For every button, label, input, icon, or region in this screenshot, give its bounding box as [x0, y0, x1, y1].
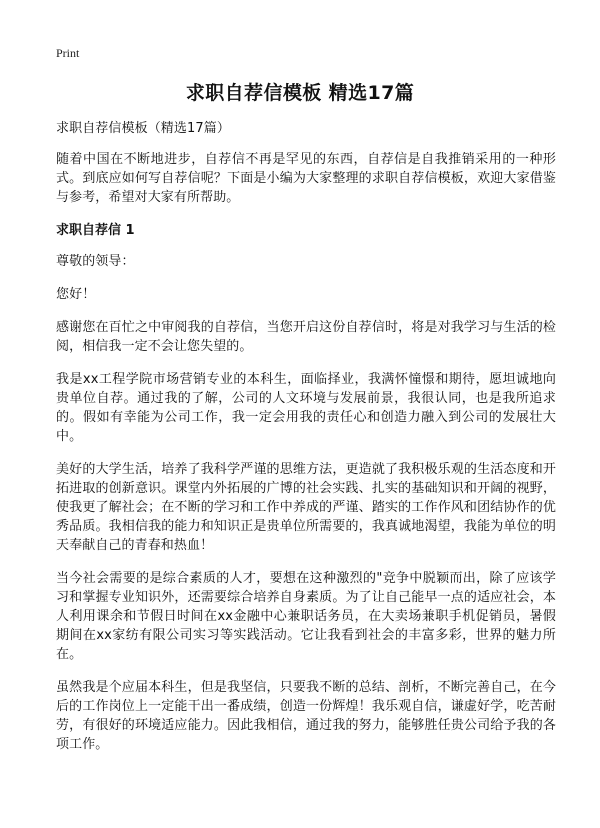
body-paragraph-2: 我是xx工程学院市场营销专业的本科生，面临择业，我满怀憧憬和期待，愿坦诚地向贵单位自荐。通过我的了解，公司的人文环境与发展前景，我很认同，也是我所追求的。假如有幸能为公司工作，我一定会用我的责任心和创造力融入到公司的发展壮大中。	[56, 372, 556, 444]
body-paragraph-3: 美好的大学生活，培养了我科学严谨的思维方法，更造就了我积极乐观的生活态度和开拓进取的创新意识。课堂内外拓展的广博的社会实践、扎实的基础知识和开阔的视野，使我更了解社会；在不断的学习和工作中养成的严谨、踏实的工作作风和团结协作的优秀品质。我相信我的能力和知识正是贵单位所需要的，我真诚地渴望，我能为单位的明天奉献自己的青春和热血！	[56, 462, 556, 553]
salutation: 尊敬的领导：	[56, 254, 135, 269]
document-body	[56, 119, 556, 768]
body-paragraph-4: 当今社会需要的是综合素质的人才，要想在这种激烈的"竞争中脱颖而出，除了应该学习和掌握专业知识外，还需要综合培养自身素质。为了让自己能早一点的适应社会，本人利用课余和节假日时间在xx金融中心兼职话务员，在大卖场兼职手机促销员，暑假期间在xx家纺有限公司实习等实践活动。它让我看到社会的丰富多彩，世界的魅力所在。	[56, 571, 556, 662]
intro-paragraph: 随着中国在不断地进步，自荐信不再是罕见的东西，自荐信是自我推销采用的一种形式。到底应如何写自荐信呢？下面是小编为大家整理的求职自荐信模板，欢迎大家借鉴与参考，希望对大家有所帮助。	[56, 152, 556, 205]
greeting: 您好！	[56, 287, 96, 302]
body-paragraph-1: 感谢您在百忙之中审阅我的自荐信，当您开启这份自荐信时，将是对我学习与生活的检阅，相信我一定不会让您失望的。	[56, 320, 556, 354]
print-link[interactable]: Print	[56, 46, 80, 60]
document-subtitle: 求职自荐信模板（精选17篇）	[56, 121, 230, 136]
section-heading: 求职自荐信 1	[56, 223, 135, 238]
body-paragraph-5: 虽然我是个应届本科生，但是我坚信，只要我不断的总结、剖析，不断完善自己，在今后的工作岗位上一定能干出一番成绩，创造一份辉煌！我乐观自信，谦虚好学，吃苦耐劳，有很好的环境适应能力。因此我相信，通过我的努力，能够胜任贵公司给予我的各项工作。	[56, 680, 556, 752]
document-title: 求职自荐信模板 精选17篇	[185, 82, 415, 104]
